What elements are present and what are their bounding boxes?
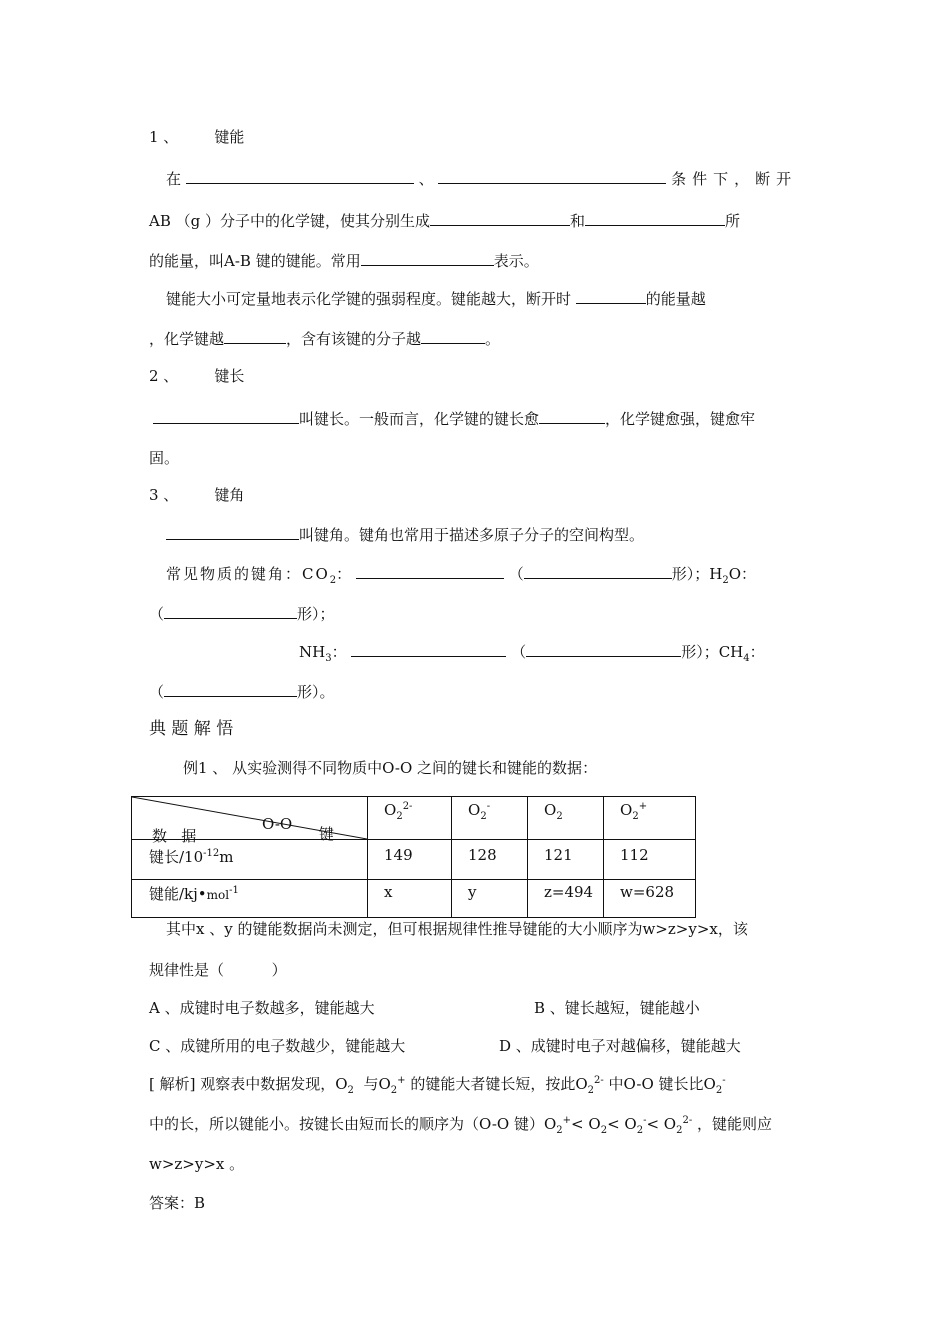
- blank-length-def: [153, 408, 299, 424]
- row-label-bond-energy: 键能/kj•mol$^{-1}$: [132, 880, 368, 918]
- s1-line1: 在 、 条件下，断开: [166, 170, 798, 188]
- cell-length-o2-2minus: 149: [368, 840, 452, 880]
- blank-stability: [421, 328, 485, 344]
- blank-co2-shape: [524, 563, 672, 579]
- s1-line4: 键能大小可定量地表示化学键的强弱程度。键能越大，断开时 的能量越: [166, 290, 706, 308]
- blank-angle-def: [166, 524, 299, 540]
- table-row: [132, 880, 696, 918]
- s3-line5: （ 形）。: [149, 683, 335, 701]
- question-line1: 其中x 、y 的键能数据尚未测定，但可根据规律性推导键能的大小顺序为w>z>y>x，该: [166, 920, 748, 938]
- cell-length-o2-plus: 112: [604, 840, 696, 880]
- cell-length-o2: 121: [528, 840, 604, 880]
- heading-bond-angle: 3 、 键角: [149, 486, 245, 504]
- blank-bond-strength: [224, 328, 286, 344]
- cell-length-o2-minus: 128: [452, 840, 528, 880]
- s3-line1: 叫键角。键角也常用于描述多原子分子的空间构型。: [166, 524, 644, 545]
- blank-energy: [576, 288, 646, 304]
- blank-length: [539, 408, 605, 424]
- analysis-line2: 中的长，所以键能小。按键长由短而长的顺序为（O-O 键）$O_2^+< O_2< O_2^-< O_2^{2-}$ ，键能则应: [149, 1115, 773, 1136]
- col-header-o2-2minus: $O_2^{2-}$: [368, 797, 452, 840]
- heading-bond-length: 2 、 键长: [149, 367, 245, 385]
- s3-line2: 常见物质的键角：$CO_2$： （ 形）；$H_2O$：: [166, 565, 757, 586]
- blank-co2-angle: [356, 563, 504, 579]
- example-intro: 例1 、 从实验测得不同物质中O-O 之间的键长和键能的数据：: [183, 759, 598, 777]
- blank-ch4-shape: [164, 681, 297, 697]
- option-c: C 、成键所用的电子数越少，键能越大: [149, 1037, 406, 1055]
- blank-product-2: [585, 210, 725, 226]
- s3-line3: （ 形）；: [149, 605, 335, 623]
- blank-product-1: [430, 210, 570, 226]
- cell-energy-o2-2minus: x: [368, 880, 452, 918]
- blank-symbol: [361, 250, 494, 266]
- s1-line2: AB （g ）分子中的化学键，使其分别生成 和 所: [149, 212, 741, 230]
- col-header-o2-plus: $O_2^+$: [604, 797, 696, 840]
- blank-nh3-angle: [351, 641, 506, 657]
- s1-line5: ，化学键越 ，含有该键的分子越 。: [149, 330, 501, 348]
- option-d: D 、成键时电子对越偏移，键能越大: [499, 1037, 741, 1055]
- s2-line2: 固。: [149, 449, 180, 467]
- cell-energy-o2-minus: y: [452, 880, 528, 918]
- answer: 答案：B: [149, 1194, 206, 1212]
- s1-line3: 的能量，叫A-B 键的键能。常用 表示。: [149, 252, 539, 270]
- analysis-line3: w>z>y>x 。: [149, 1155, 245, 1173]
- col-header-o2-minus: $O_2^-$: [452, 797, 528, 840]
- blank-condition-2: [438, 168, 666, 184]
- table-header-row: [132, 797, 696, 840]
- table-row: [132, 840, 696, 880]
- blank-nh3-shape: [526, 641, 681, 657]
- data-table: [131, 796, 696, 918]
- corner-label-oo: O-O: [262, 815, 293, 833]
- heading-bond-energy: 1 、 键能: [149, 128, 245, 146]
- table-corner-cell: [132, 797, 368, 845]
- corner-label-data: 数 据: [152, 827, 197, 845]
- s2-line1: 叫键长。一般而言，化学键的键长愈 ，化学键愈强，键愈牢: [153, 408, 755, 429]
- corner-label-bond: 键: [319, 825, 335, 843]
- cell-energy-o2-plus: w=628: [604, 880, 696, 918]
- section-title: 典 题 解 悟: [149, 719, 234, 739]
- option-a: A 、成键时电子数越多，键能越大: [149, 999, 375, 1017]
- col-header-o2: $O_2$: [528, 797, 604, 840]
- blank-condition-1: [186, 168, 414, 184]
- cell-energy-o2: z=494: [528, 880, 604, 918]
- s3-line4: $NH_3$： （ 形）；$CH_4$：: [299, 643, 765, 664]
- option-b: B 、键长越短，键能越小: [534, 999, 700, 1017]
- row-label-bond-length: 键长$/10^{-12}m$: [132, 840, 368, 880]
- analysis-line1: [ 解析] 观察表中数据发现，$O_2$ 与$O_2^+$ 的键能大者键长短，按此$O_2^{2-}$ 中O-O 键长比$O_2^-$: [149, 1075, 726, 1096]
- question-line2: 规律性是（ ）: [149, 961, 287, 979]
- blank-h2o-shape: [164, 603, 297, 619]
